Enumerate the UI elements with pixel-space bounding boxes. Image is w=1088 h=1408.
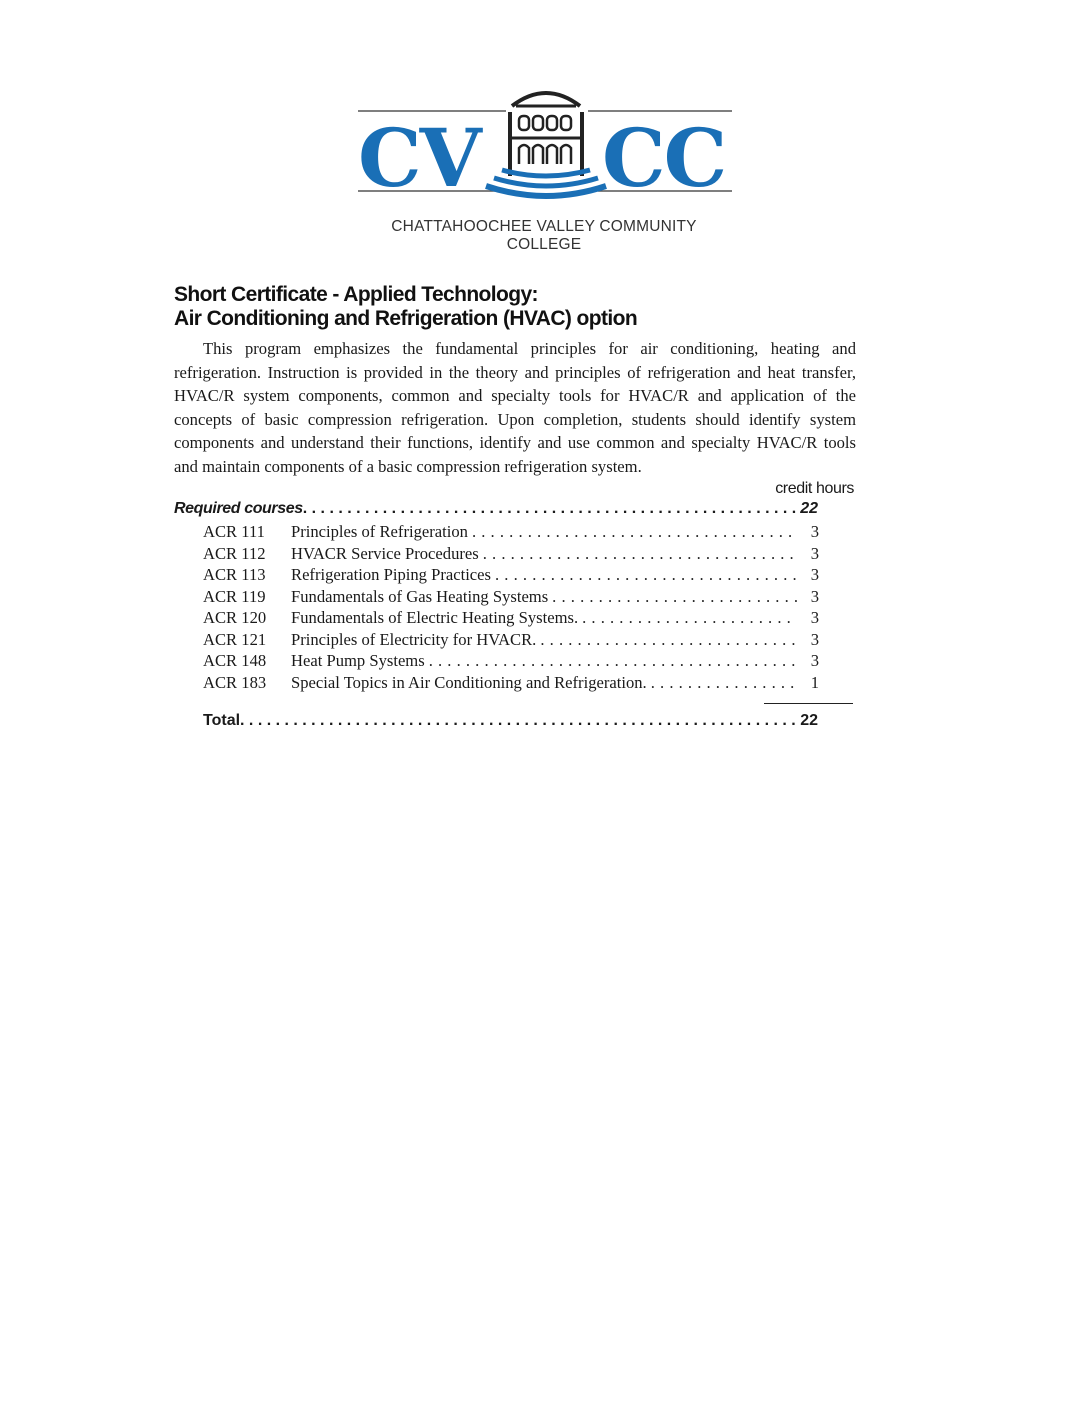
required-courses-label: Required courses bbox=[174, 500, 303, 517]
course-title: Refrigeration Piping Practices bbox=[291, 565, 491, 584]
course-title: HVACR Service Procedures bbox=[291, 543, 479, 563]
total-value: 22 bbox=[800, 712, 818, 729]
total-row bbox=[203, 712, 818, 730]
course-hours: 3 bbox=[810, 586, 819, 606]
course-code: ACR 183 bbox=[203, 672, 267, 692]
course-code: ACR 121 bbox=[203, 629, 267, 649]
required-courses-value: 22 bbox=[800, 500, 818, 517]
dot-leader bbox=[429, 651, 797, 671]
course-row bbox=[203, 608, 819, 630]
course-code: ACR 148 bbox=[203, 651, 267, 670]
logo-cv-letters: CV bbox=[358, 111, 480, 205]
dot-leader bbox=[552, 587, 797, 607]
dot-leader bbox=[540, 630, 797, 650]
program-description: This program emphasizes the fundamental principles for air conditioning, heating and refrigeration. Instruction is provided in the theory and principles of refrigeration and heat transfer, HVAC/R system components, common and specialty tools for HVAC/R and application of the concepts of basic compression refrigeration. Upon completion, students should identify system components and understand their functions, identify and use common and specialty HVAC/R tools and maintain components of a basic compression refrigeration system. bbox=[174, 339, 856, 476]
logo-cc-letters: CC bbox=[602, 111, 726, 205]
course-hours: 3 bbox=[810, 522, 819, 541]
course-list bbox=[203, 522, 819, 694]
course-code: ACR 111 bbox=[203, 522, 265, 541]
course-hours: 3 bbox=[810, 651, 819, 670]
title-line-2: Air Conditioning and Refrigeration (HVAC) option bbox=[174, 307, 638, 330]
course-code: ACR 119 bbox=[203, 586, 266, 606]
dot-leader bbox=[303, 500, 798, 518]
course-hours: 3 bbox=[810, 543, 819, 563]
total-rule bbox=[764, 703, 853, 704]
course-code: ACR 113 bbox=[203, 565, 266, 584]
course-row bbox=[203, 673, 819, 695]
course-row bbox=[203, 565, 819, 587]
course-code: ACR 112 bbox=[203, 543, 266, 563]
dot-leader bbox=[483, 544, 797, 564]
course-hours: 3 bbox=[810, 565, 819, 584]
dot-leader bbox=[472, 522, 797, 542]
course-code: ACR 120 bbox=[203, 608, 267, 627]
college-name: CHATTAHOOCHEE VALLEY COMMUNITY COLLEGE bbox=[391, 218, 697, 253]
course-title: Principles of Refrigeration bbox=[291, 522, 468, 541]
dot-leader bbox=[240, 712, 798, 730]
course-hours: 3 bbox=[810, 608, 819, 627]
course-row bbox=[203, 630, 819, 652]
course-title: Fundamentals of Gas Heating Systems bbox=[291, 586, 549, 606]
course-title: Principles of Electricity for HVACR. bbox=[291, 629, 537, 649]
course-title: Fundamentals of Electric Heating Systems. bbox=[291, 608, 579, 627]
course-row bbox=[203, 587, 819, 609]
dot-leader bbox=[582, 608, 797, 628]
course-hours: 3 bbox=[810, 629, 819, 649]
dot-leader bbox=[651, 673, 797, 693]
title-line-1: Short Certificate - Applied Technology: bbox=[174, 283, 538, 306]
total-label: Total bbox=[203, 712, 241, 729]
course-title: Special Topics in Air Conditioning and Refrigeration. bbox=[291, 672, 647, 692]
required-courses-row bbox=[174, 500, 818, 518]
course-row bbox=[203, 544, 819, 566]
course-title: Heat Pump Systems bbox=[291, 651, 425, 670]
course-hours: 1 bbox=[810, 672, 819, 692]
credit-hours-header: credit hours bbox=[775, 480, 854, 497]
course-row bbox=[203, 651, 819, 673]
dot-leader bbox=[495, 565, 797, 585]
college-logo bbox=[356, 84, 736, 253]
course-row bbox=[203, 522, 819, 544]
page-title bbox=[174, 283, 874, 331]
